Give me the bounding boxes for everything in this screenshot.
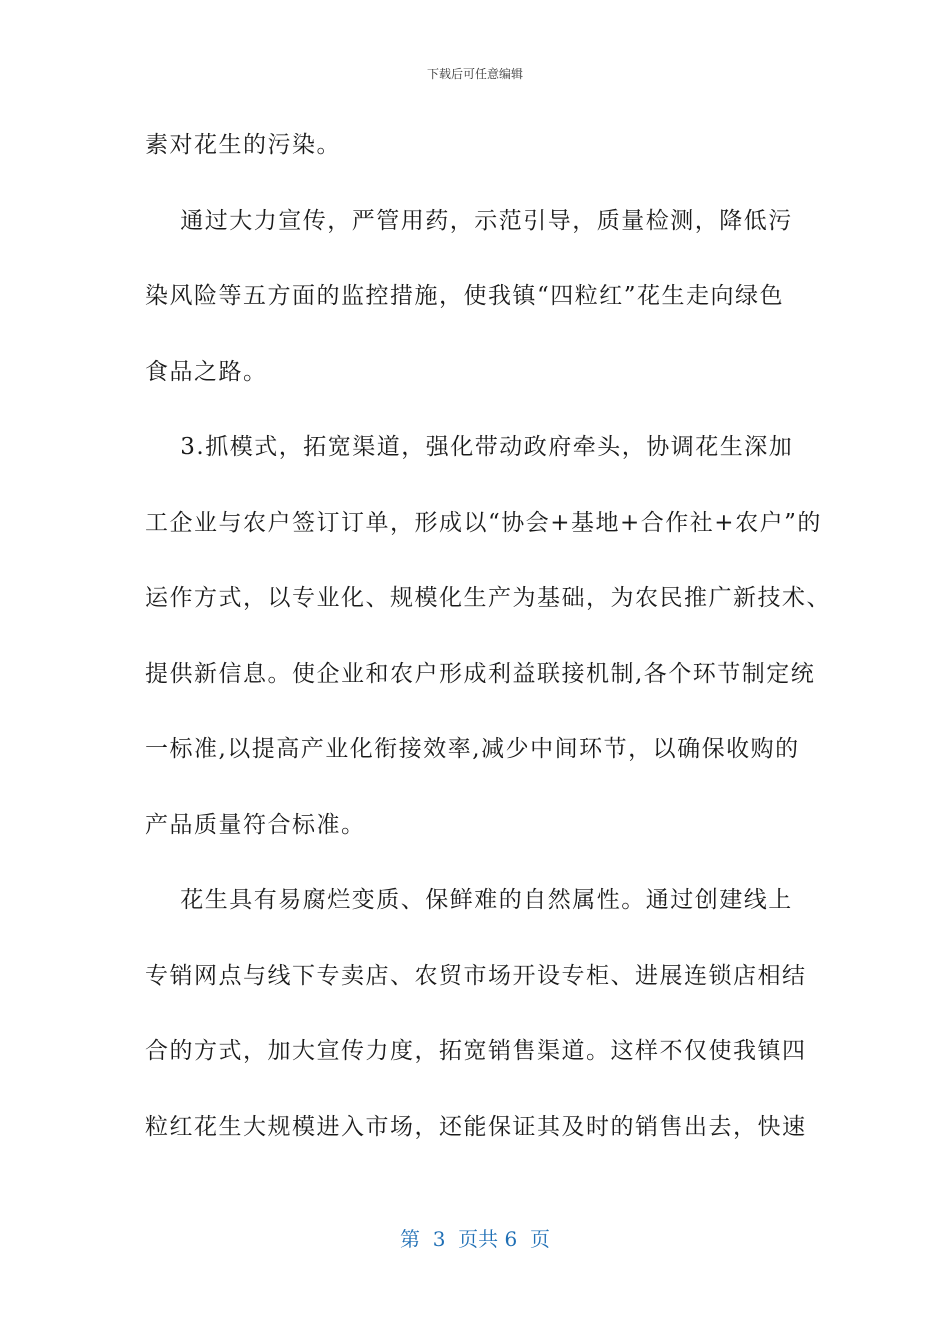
text-line: 粒红花生大规模进入市场，还能保证其及时的销售出去，快速 (145, 1113, 807, 1140)
text-line: 染风险等五方面的监控措施，使我镇“四粒红”花生走向绿色 (145, 283, 785, 309)
text-line: 工企业与农户签订订单，形成以“协会+基地+合作社+农户”的 (145, 509, 822, 536)
text-line: 运作方式，以专业化、规模化生产为基础，为农民推广新技术、 (145, 585, 831, 611)
text-line: 食品之路。 (145, 358, 268, 385)
text-line: 产品质量符合标准。 (145, 811, 366, 838)
text-line: 花生具有易腐烂变质、保鲜难的自然属性。通过创建线上 (145, 887, 793, 913)
page-header: 下载后可任意编辑 (426, 67, 523, 81)
text-line: 素对花生的污染。 (145, 132, 341, 158)
text-line: 通过大力宣传，严管用药，示范引导，质量检测，降低污 (145, 207, 793, 234)
text-line: 一标准,以提高产业化衔接效率,减少中间环节，以确保收购的 (145, 736, 800, 762)
page-number-footer: 第 3 页共 6 页 (400, 1227, 550, 1251)
text-line: 专销网点与线下专卖店、农贸市场开设专柜、进展连锁店相结 (145, 962, 807, 989)
text-line: 提供新信息。使企业和农户形成利益联接机制,各个环节制定统 (145, 660, 816, 687)
text-line: 3.抓模式，拓宽渠道，强化带动政府牵头，协调花生深加 (145, 434, 794, 460)
document-body (145, 118, 831, 1175)
text-line: 合的方式，加大宣传力度，拓宽销售渠道。这样不仅使我镇四 (145, 1038, 807, 1064)
